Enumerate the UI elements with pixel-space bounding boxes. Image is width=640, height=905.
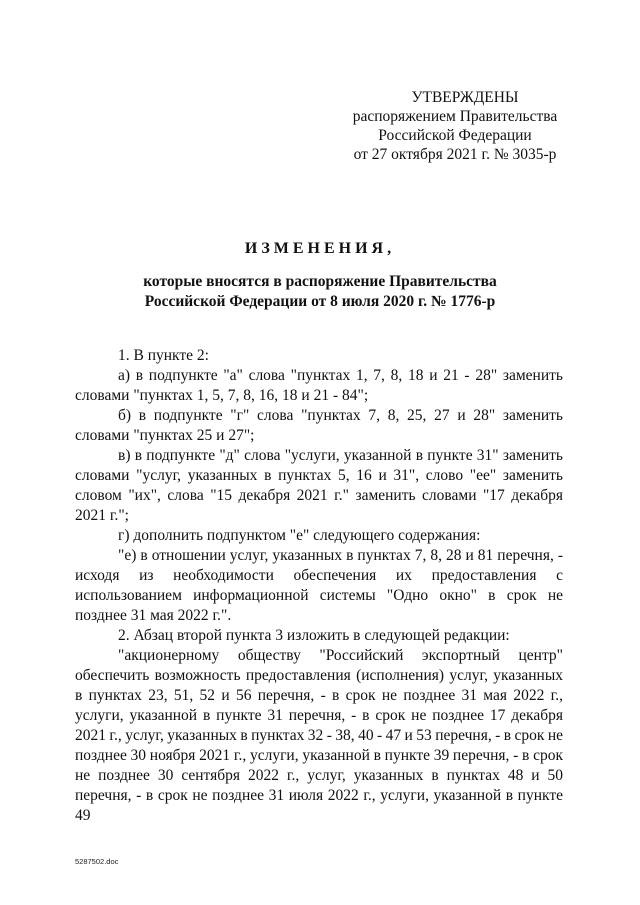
paragraph: в) в подпункте "д" слова "услуги, указанной в пункте 31" заменить словами "услуг, указанных в пунктах 5, 16 и 31", слово "ее" заменить словом "их", слова "15 декабря 2021 г." заменить словами "17 декабря 2021 г."; bbox=[75, 447, 563, 524]
subtitle-line-1: которые вносятся в распоряжение Правительства bbox=[143, 273, 497, 290]
approval-line-2: Российской Федерации bbox=[378, 127, 532, 144]
approval-heading: УТВЕРЖДЕНЫ bbox=[411, 89, 519, 106]
document-body bbox=[75, 346, 563, 826]
paragraph: "е) в отношении услуг, указанных в пунктах 7, 8, 28 и 81 перечня, - исходя из необходимости обеспечения их предоставления с использованием информационной системы "Одно окно" в срок не позднее 31 мая 2022 г.". bbox=[75, 547, 563, 624]
paragraph: б) в подпункте "г" слова "пунктах 7, 8, 25, 27 и 28" заменить словами "пунктах 25 и 27"; bbox=[75, 407, 563, 444]
paragraph: "акционерному обществу "Российский экспортный центр" обеспечить возможность предоставления (исполнения) услуг, указанных в пунктах 23, 51, 52 и 56 перечня, - в срок не позднее 31 мая 2022 г., услуги, указанной в пункте 31 перечня, - в срок не позднее 17 декабря 2021 г., услуг, указанных в пунктах 32 - 38, 40 - 47 и 53 перечня, - в срок не позднее 30 ноября 2021 г., услуги, указанной в пункте 39 перечня, - в срок не позднее 30 сентября 2022 г., услуг, указанных в пунктах 48 и 50 перечня, - в срок не позднее 31 июля 2022 г., услуги, указанной в пункте 49 bbox=[75, 647, 563, 824]
document-subtitle bbox=[0, 272, 640, 312]
paragraph: 2. Абзац второй пункта 3 изложить в следующей редакции: bbox=[118, 627, 510, 644]
paragraph: 1. В пункте 2: bbox=[118, 347, 209, 364]
subtitle-line-2: Российской Федерации от 8 июля 2020 г. № 1776-р bbox=[144, 293, 496, 310]
approval-line-1: распоряжением Правительства bbox=[352, 108, 558, 125]
approval-line-3: от 27 октября 2021 г. № 3035-р bbox=[353, 146, 557, 163]
paragraph: а) в подпункте "а" слова "пунктах 1, 7, 8, 18 и 21 - 28" заменить словами "пунктах 1, 5, 7, 8, 16, 18 и 21 - 84"; bbox=[75, 367, 563, 404]
file-code: 5287502.doc bbox=[75, 857, 119, 866]
approval-block bbox=[340, 88, 570, 164]
paragraph: г) дополнить подпунктом "е" следующего содержания: bbox=[118, 527, 481, 544]
document-title: ИЗМЕНЕНИЯ, bbox=[244, 240, 396, 257]
